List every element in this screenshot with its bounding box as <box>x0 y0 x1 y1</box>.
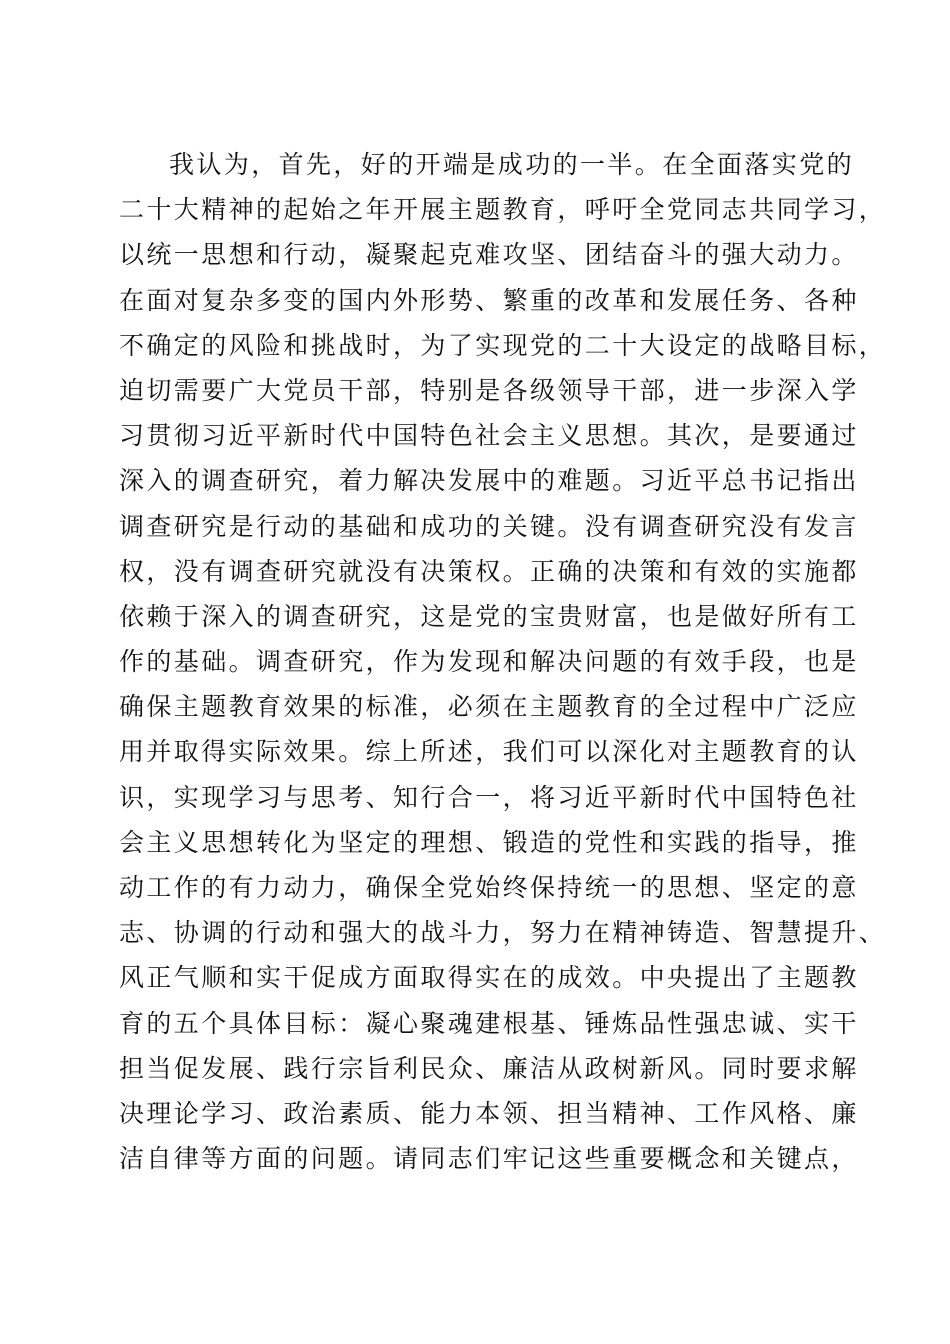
paragraph-line: 权，没有调查研究就没有决策权。正确的决策和有效的实施都 <box>119 556 859 586</box>
paragraph-line: 会主义思想转化为坚定的理想、锻造的党性和实践的指导，推 <box>119 827 859 857</box>
paragraph-line: 调查研究是行动的基础和成功的关键。没有调查研究没有发言 <box>119 511 859 541</box>
body-paragraph <box>119 142 887 1181</box>
paragraph-line: 风正气顺和实干促成方面取得实在的成效。中央提出了主题教 <box>119 963 859 993</box>
paragraph-line: 动工作的有力动力，确保全党始终保持统一的思想、坚定的意 <box>119 873 859 902</box>
paragraph-line: 以统一思想和行动，凝聚起克难攻坚、团结奋斗的强大动力。 <box>119 240 859 270</box>
paragraph-line: 确保主题教育效果的标准，必须在主题教育的全过程中广泛应 <box>119 692 859 722</box>
paragraph-line: 在面对复杂多变的国内外形势、繁重的改革和发展任务、各种 <box>119 285 859 315</box>
paragraph-line: 识，实现学习与思考、知行合一，将习近平新时代中国特色社 <box>119 782 859 812</box>
paragraph-line: 依赖于深入的调查研究，这是党的宝贵财富，也是做好所有工 <box>119 601 859 631</box>
paragraph-line: 深入的调查研究，着力解决发展中的难题。习近平总书记指出 <box>119 466 859 496</box>
paragraph-line: 二十大精神的起始之年开展主题教育，呼吁全党同志共同学习， <box>119 195 887 225</box>
paragraph-line: 不确定的风险和挑战时，为了实现党的二十大设定的战略目标， <box>119 330 887 360</box>
paragraph-line: 我认为，首先，好的开端是成功的一半。在全面落实党的 <box>169 150 855 179</box>
paragraph-line: 迫切需要广大党员干部，特别是各级领导干部，进一步深入学 <box>119 375 859 405</box>
paragraph-line: 志、协调的行动和强大的战斗力，努力在精神铸造、智慧提升、 <box>119 918 887 948</box>
paragraph-line: 育的五个具体目标：凝心聚魂建根基、锤炼品性强忠诚、实干 <box>119 1008 859 1038</box>
paragraph-line: 作的基础。调查研究，作为发现和解决问题的有效手段，也是 <box>119 647 859 677</box>
paragraph-line: 用并取得实际效果。综上所述，我们可以深化对主题教育的认 <box>119 737 859 767</box>
paragraph-line: 习贯彻习近平新时代中国特色社会主义思想。其次，是要通过 <box>119 421 859 451</box>
paragraph-line: 洁自律等方面的问题。请同志们牢记这些重要概念和关键点， <box>119 1144 859 1174</box>
paragraph-line: 决理论学习、政治素质、能力本领、担当精神、工作风格、廉 <box>119 1098 859 1128</box>
paragraph-line: 担当促发展、践行宗旨利民众、廉洁从政树新风。同时要求解 <box>119 1053 859 1083</box>
